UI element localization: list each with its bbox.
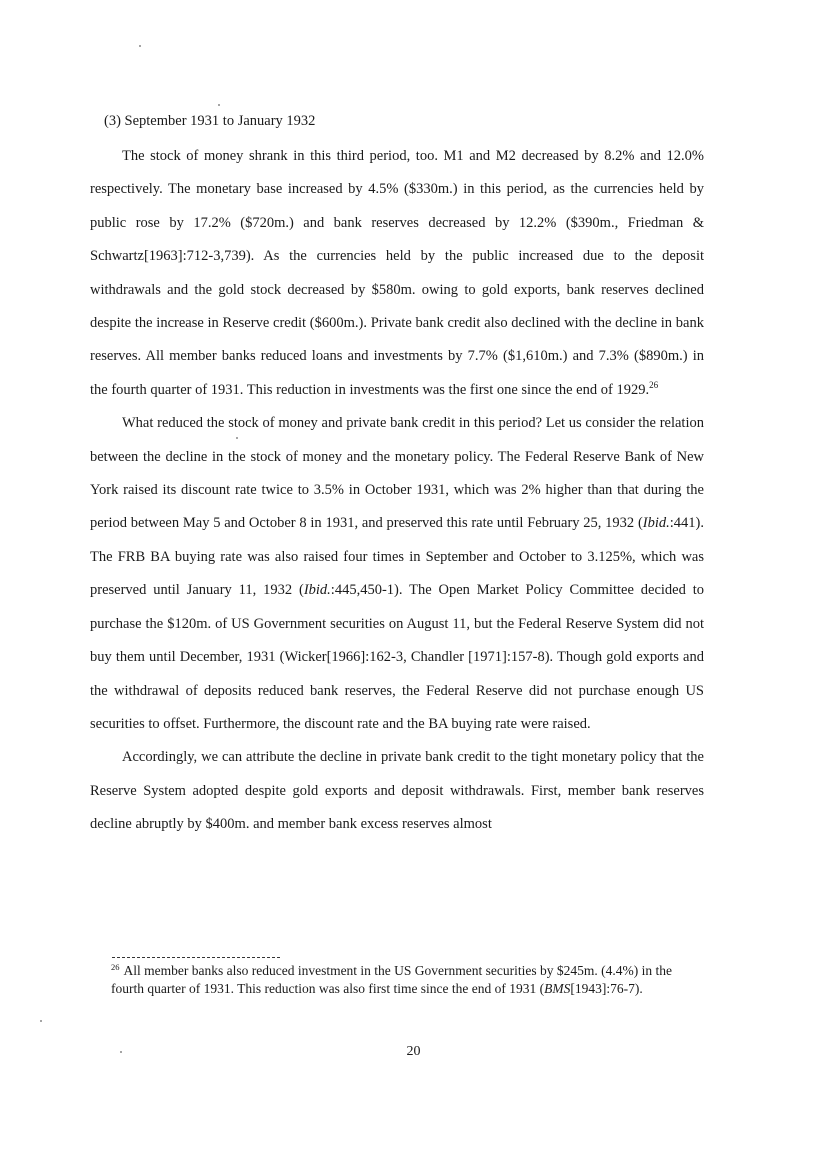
text-run: The stock of money shrank in this third period, too. M1 and M2 decreased by 8.2% and 12.0% respectively. The monetary base increased by 4.5% ($330m.) in this period, as the currencies held by public rose by 17.2% ($720m.) and bank reserves decreased by 12.2% ($390m., Friedman & Schwartz[1963]:712-3,739). As the currencies held by the public increased due to the deposit withdrawals and the gold stock decreased by $580m. owing to gold exports, bank reserves declined despite the increase in Reserve credit ($600m.). Private bank credit also declined with the decline in bank reserves. All member banks reduced loans and investments by 7.7% ($1,610m.) and 7.3% ($890m.) in the fourth quarter of 1931. This reduction in investments was the first one since the end of 1929. <box>90 148 704 398</box>
text-run: Accordingly, we can attribute the decline in private bank credit to the tight monetary policy that the Reserve System adopted despite gold exports and deposit withdrawals. First, member bank reserves decline abruptly by $400m. and member bank excess reserves almost <box>90 749 704 833</box>
scan-speck <box>236 437 238 439</box>
body-text <box>90 140 704 842</box>
scan-speck <box>40 1020 42 1022</box>
scan-speck <box>139 45 141 47</box>
scan-speck <box>120 1051 122 1053</box>
text-run: [1943]:76-7). <box>570 981 643 996</box>
footnote <box>111 962 707 998</box>
italic-citation: BMS <box>544 981 571 996</box>
text-run: :441). The FRB BA buying rate was also raised four times in September and October to 3.125%, which was preserved until January 11, 1932 ( <box>90 515 704 599</box>
footnote-text <box>111 963 672 996</box>
page-number: 20 <box>406 1044 421 1059</box>
scan-speck <box>218 104 220 106</box>
footnote-separator <box>112 957 280 958</box>
text-run: All member banks also reduced investment in the US Government securities by $245m. (4.4%) in the fourth quarter of 1931. This reduction was also first time since the end of 1931 ( <box>111 963 673 996</box>
footnote-marker: 26 <box>111 961 120 972</box>
paragraph <box>90 407 704 741</box>
paragraph <box>90 741 704 841</box>
italic-citation: Ibid. <box>642 515 670 532</box>
text-run: What reduced the stock of money and private bank credit in this period? Let us consider the relation between the decline in the stock of money and the monetary policy. The Federal Reserve Bank of New York raised its discount rate twice to 3.5% in October 1931, which was 2% higher than that during the period between May 5 and October 8 in 1931, and preserved this rate until February 25, 1932 ( <box>90 415 704 532</box>
text-run: :445,450-1). The Open Market Policy Committee decided to purchase the $120m. of US Government securities on August 11, but the Federal Reserve System did not buy them until December, 1931 (Wicker[1966]:162-3, Chandler [1971]:157-8). Though gold exports and the withdrawal of deposits reduced bank reserves, the Federal Reserve did not purchase enough US securities to offset. Furthermore, the discount rate and the BA buying rate were raised. <box>90 582 704 732</box>
paragraph <box>90 140 704 407</box>
footnote-reference: 26 <box>649 380 659 391</box>
section-heading: (3) September 1931 to January 1932 <box>104 113 316 129</box>
italic-citation: Ibid. <box>303 582 331 599</box>
